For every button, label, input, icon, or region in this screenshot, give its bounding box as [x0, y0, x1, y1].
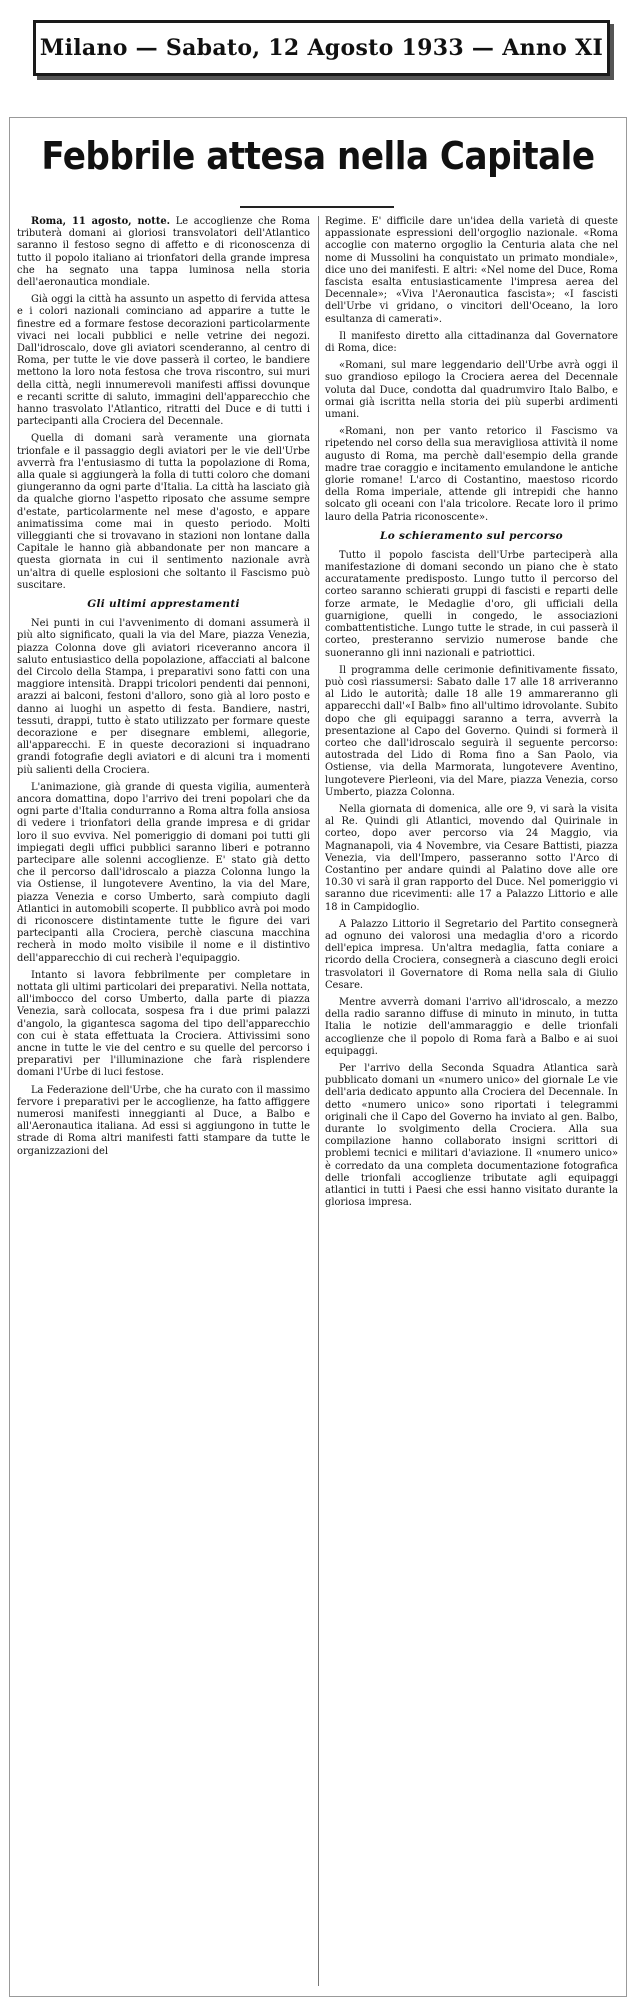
- paragraph: Già oggi la città ha assunto un aspetto di fervida attesa e i colori nazionali cominciano ad apparire a tutte le finestre ed a formare festose decorazioni particolarmente vivaci nei locali pubblici e nelle vetrine dei negozi. Dall'idroscalo, dove gli aviatori scenderanno, al centro di Roma, per tutte le vie dove passerà il corteo, le bandiere mettono la loro nota festosa che trova riscontro, sui muri della città, negli innumerevoli manifesti affissi dovunque e recanti scritte di saluto, immagini dell'apparecchio che hanno trasvolato l'Atlantico, ritratti del Duce e di tutti i partecipanti alla Crociera del Decennale.: [17, 294, 310, 428]
- paragraph: Il programma delle cerimonie definitivamente fissato, può così riassumersi: Sabato dalle 17 alle 18 arriveranno al Lido le autorità; dalle 18 alle 19 ammareranno gli apparecchi dall'«I Balb» fino all'ultimo idrovolante. Subito dopo che gli equipaggi saranno a terra, avverrà la presentazione al Capo del Governo. Quindi si formerà il corteo che dall'idroscalo seguirà il seguente percorso: autostrada del Lido di Roma fino a San Paolo, via Ostiense, via della Marmorata, lungotevere Aventino, lungotevere Pierleoni, via del Mare, piazza Venezia, corso Umberto, piazza Colonna.: [325, 664, 618, 798]
- paragraph: [17, 216, 310, 289]
- paragraph: La Federazione dell'Urbe, che ha curato con il massimo fervore i preparativi per le accoglienze, ha fatto affiggere numerosi manifesti inneggianti al Duce, a Balbo e all'Aeronautica italiana. Ad essi si aggiungono in tutte le strade di Roma altri manifesti fatti stampare da tutte le organizzazioni del: [17, 1084, 310, 1157]
- lead-dateline: Roma, 11 agosto, notte.: [31, 216, 171, 227]
- paragraph: Mentre avverrà domani l'arrivo all'idroscalo, a mezzo della radio saranno diffuse di minuto in minuto, in tutta Italia le notizie dell'ammaraggio e delle trionfali accoglienze che il popolo di Roma farà a Balbo e ai suoi equipaggi.: [325, 996, 618, 1057]
- paragraph: Nella giornata di domenica, alle ore 9, vi sarà la visita al Re. Quindi gli Atlantici, movendo dal Quirinale in corteo, dopo aver percorso via 24 Maggio, via Magnanapoli, via 4 Novembre, via Cesare Battisti, piazza Venezia, via dell'Impero, passeranno sotto l'Arco di Costantino per andare quindi al Palatino dove alle ore 10.30 vi sarà il gran rapporto del Duce. Nel pomeriggio vi saranno due ricevimenti: alle 17 a Palazzo Littorio e alle 18 in Campidoglio.: [325, 803, 618, 913]
- dateline-box: [33, 20, 610, 76]
- paragraph: L'animazione, già grande di questa vigilia, aumenterà ancora domattina, dopo l'arrivo dei treni popolari che da ogni parte d'Italia condurranno a Roma altra folla ansiosa di vedere i trionfatori della grande impresa e di gridar loro il suo evviva. Nel pomeriggio di domani poi tutti gli impiegati degli uffici pubblici saranno liberi e potranno partecipare alle solenni accoglienze. E' stato già detto che il percorso dall'idroscalo a piazza Colonna lungo la via Ostiense, il lungotevere Aventino, la via del Mare, piazza Venezia e corso Umberto, sarà compiuto dagli Atlantici in automobili scoperte. Il pubblico avrà poi modo di riconoscere distintamente tutte le figure dei vari partecipanti alla Crociera, perchè ciascuna macchina recherà in modo molto visibile il nome e il distintivo dell'apparecchio di cui recherà l'equipaggio.: [17, 781, 310, 964]
- subheading: Lo schieramento sul percorso: [380, 529, 563, 542]
- paragraph: Intanto si lavora febbrilmente per completare in nottata gli ultimi particolari dei preparativi. Nella nottata, all'imbocco del corso Umberto, dalla parte di piazza Venezia, sarà collocata, sospesa fra i due primi palazzi d'angolo, la gigantesca sagoma del tipo dell'apparecchio con cui è stata effettuata la Crociera. Attivissimi sono ancne in tutte le vie del centro e su quelle del percorso i preparativi per l'illuminazione che farà risplendere domani l'Urbe di luci festose.: [17, 969, 310, 1079]
- paragraph-text: Le accoglienze che Roma tributerà domani ai gloriosi transvolatori dell'Atlantico saranno il festoso segno di affetto e di riconoscenza di tutto il popolo italiano ai trionfatori della grande impresa che ha segnato una tappa luminosa nella storia dell'aeronautica mondiale.: [17, 216, 310, 289]
- paragraph: A Palazzo Littorio il Segretario del Partito consegnerà ad ognuno dei valorosi una medaglia d'oro a ricordo dell'epica impresa. Un'altra medaglia, fatta coniare a ricordo della Crociera, consegnerà a ciascuno degli eroici trasvolatori il Governatore di Roma nella sala di Giulio Cesare.: [325, 918, 618, 991]
- newspaper-dateline: Milano — Sabato, 12 Agosto 1933 — Anno XI: [39, 35, 604, 61]
- column-left: [17, 216, 310, 1986]
- paragraph: Regime. E' difficile dare un'idea della varietà di queste appassionate espressioni dell'orgoglio nazionale. «Roma accoglie con materno orgoglio la Centuria alata che nel nome di Mussolini ha conquistato un primato mondiale», dice uno dei manifesti. E altri: «Nel nome del Duce, Roma fascista esalta entusiasticamente l'impresa aerea del Decennale»; «Viva l'Aeronautica fascista»; «I fascisti dell'Urbe vi gridano, o vincitori dell'Oceano, la loro esultanza di camerati».: [325, 216, 618, 325]
- headline-rule: [240, 206, 394, 208]
- column-divider: [318, 216, 319, 1986]
- subheading: Gli ultimi apprestamenti: [87, 598, 240, 611]
- paragraph: «Romani, non per vanto retorico il Fascismo va ripetendo nel corso della sua meravigliosa attività il nome augusto di Roma, ma perchè dall'esempio della grande madre trae coraggio e incitamento emulandone le antiche glorie romane! L'arco di Costantino, maestoso ricordo della Roma imperiale, attende gli intrepidi che hanno solcato gli oceani con l'ala tricolore. Recate loro il primo lauro della Patria riconoscente».: [325, 426, 618, 523]
- paragraph: Per l'arrivo della Seconda Squadra Atlantica sarà pubblicato domani un «numero unico» del giornale Le vie dell'aria dedicato appunto alla Crociera del Decennale. In detto «numero unico» sono riportati i telegrammi originali che il Capo del Governo ha inviato al gen. Balbo, durante lo svolgimento della Crociera. Alla sua compilazione hanno collaborato insigni scrittori di problemi tecnici e militari d'aviazione. Il «numero unico» è corredato da una completa documentazione fotografica delle trionfali accoglienze tributate agli equipaggi atlantici in tutti i Paesi che essi hanno visitato durante la gloriosa impresa.: [325, 1063, 618, 1209]
- paragraph: Nei punti in cui l'avvenimento di domani assumerà il più alto significato, quali la via del Mare, piazza Venezia, piazza Colonna dove gli aviatori riceveranno ancora il saluto entusiastico della popolazione, affacciati al balcone del Circolo della Stampa, i preparativi sono fatti con una maggiore intensità. Drappi tricolori pendenti dai pennoni, arazzi ai balconi, festoni d'alloro, sono già al loro posto e danno ai luoghi un aspetto di festa. Bandiere, nastri, tessuti, drappi, tutto è stato utilizzato per formare queste decorazione e per disegnare emblemi, allegorie, all'apparecchi. E in queste decorazioni si inquadrano grandi fotografie degli aviatori e di alcuni tra i momenti più salienti della Crociera.: [17, 618, 310, 776]
- paragraph: Il manifesto diretto alla cittadinanza dal Governatore di Roma, dice:: [325, 330, 618, 355]
- headline: Febbrile attesa nella Capitale: [41, 134, 595, 178]
- article: [9, 117, 627, 1997]
- column-right: [325, 216, 618, 1986]
- paragraph: Tutto il popolo fascista dell'Urbe parteciperà alla manifestazione di domani secondo un piano che è stato accuratamente predisposto. Lungo tutto il percorso del corteo saranno schierati gruppi di fascisti e reparti delle forze armate, le Medaglie d'oro, gli ufficiali della guarnigione, quelli in congedo, le associazioni combattentistiche. Lungo tutte le strade, in cui passerà il corteo, presteranno servizio numerose bande che suoneranno gli inni nazionali e patriottici.: [325, 549, 618, 659]
- paragraph: «Romani, sul mare leggendario dell'Urbe avrà oggi il suo grandioso epilogo la Crociera aerea del Decennale voluta dal Duce, condotta dal quadrumviro Italo Balbo, e ormai già iscritta nella storia dei più superbi ardimenti umani.: [325, 360, 618, 421]
- paragraph: Quella di domani sarà veramente una giornata trionfale e il passaggio degli aviatori per le vie dell'Urbe avverrà fra l'entusiasmo di tutta la popolazione di Roma, alla quale si aggiungerà la folla di tutti coloro che domani giungeranno da ogni parte d'Italia. La città ha lasciato già da qualche giorno l'aspetto riposato che assume sempre d'estate, particolarmente nel mese d'agosto, e appare animatissima come mai in questo periodo. Molti villeggianti che si trovavano in stazioni non lontane dalla Capitale le hanno già abbandonate per non mancare a questa giornata in cui il sentimento nazionale avrà un'altra di quelle esplosioni che soltanto il Fascismo può suscitare.: [17, 433, 310, 591]
